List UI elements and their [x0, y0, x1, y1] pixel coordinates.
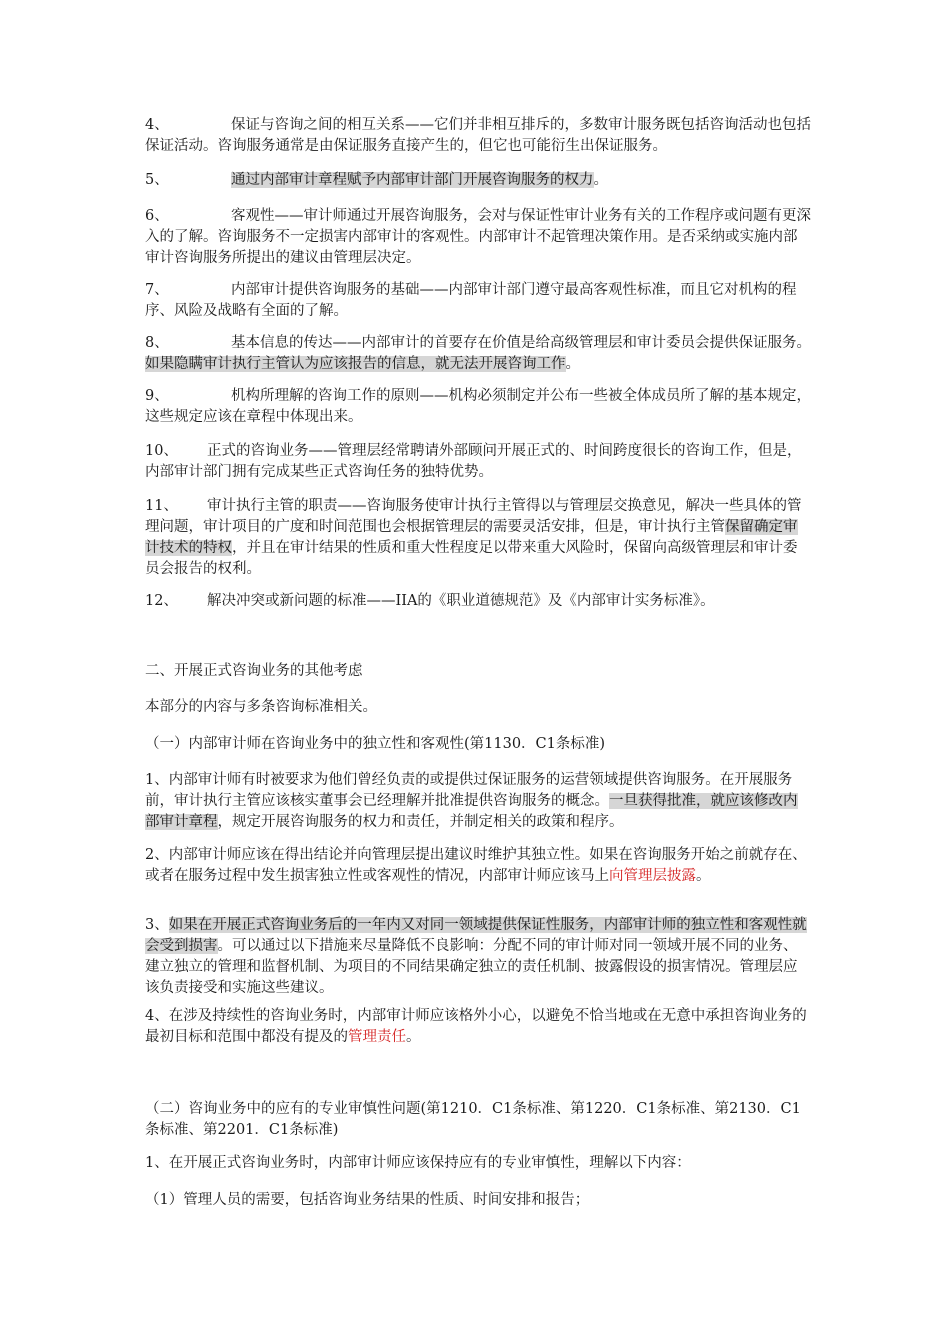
highlighted-text: 通过内部审计章程赋予内部审计部门开展咨询服务的权力 — [231, 172, 594, 188]
item-text: 解决冲突或新问题的标准——IIA的《职业道德规范》及《内部审计实务标准》。 — [207, 593, 715, 609]
paragraph-5: 1、在开展正式咨询业务时，内部审计师应该保持应有的专业审慎性，理解以下内容： — [145, 1155, 691, 1171]
red-emphasis-text: 向管理层披露 — [609, 868, 696, 884]
highlighted-text: 如果在开展正式咨询业务后的一年内又对同一领域提供保证性服务，内部审计师的独立性和客观性就会受到损害 — [145, 917, 807, 954]
item-number: 5、 — [145, 172, 169, 188]
paragraph-4 — [145, 1006, 811, 1048]
paragraph-2 — [145, 845, 811, 887]
highlighted-text: 保留确定审计技术的特权 — [145, 519, 798, 556]
item-text: 保证与咨询之间的相互关系——它们并非相互排斥的，多数审计服务既包括咨询活动也包括保证活动。咨询服务通常是由保证服务直接产生的，但它也可能衍生出保证服务。 — [145, 117, 811, 154]
paragraph-number: 3、 — [145, 917, 169, 933]
item-number: 4、 — [145, 117, 169, 133]
item-number: 8、 — [145, 335, 169, 351]
subsection-heading-2: （二）咨询业务中的应有的专业审慎性问题(第1210．C1条标准、第1220．C1条标准、第2130．C1条标准、第2201．C1条标准) — [145, 1101, 801, 1138]
list-item-5 — [145, 170, 811, 191]
paragraph-6: （1）管理人员的需要，包括咨询业务结果的性质、时间安排和报告； — [145, 1192, 590, 1208]
item-number: 6、 — [145, 208, 169, 224]
item-number: 10、 — [145, 443, 178, 459]
item-number: 12、 — [145, 593, 178, 609]
highlighted-text: 如果隐瞒审计执行主管认为应该报告的信息，就无法开展咨询工作 — [145, 356, 566, 372]
item-text-tail: 。 — [593, 172, 608, 188]
item-number: 7、 — [145, 282, 169, 298]
item-text: 审计执行主管的职责——咨询服务使审计执行主管得以与管理层交换意见，解决一些具体的管理问题，审计项目的广度和时间范围也会根据管理层的需要灵活安排，但是，审计执行主管 — [145, 498, 802, 535]
paragraph-3 — [145, 915, 811, 999]
paragraph-text-tail: 。 — [406, 1029, 421, 1045]
paragraph-text-tail: ，规定开展咨询服务的权力和责任，并制定相关的政策和程序。 — [217, 814, 624, 830]
paragraph-text-tail: 。 — [696, 868, 711, 884]
paragraph-text: 2、内部审计师应该在得出结论并向管理层提出建议时维护其独立性。如果在咨询服务开始之前就存在、或者在服务过程中发生损害独立性或客观性的情况，内部审计师应该马上 — [145, 847, 807, 884]
list-item-8 — [145, 333, 811, 375]
section-heading: 二、开展正式咨询业务的其他考虑 — [145, 663, 363, 679]
list-item-4 — [145, 115, 811, 157]
item-text: 内部审计提供咨询服务的基础——内部审计部门遵守最高客观性标准，而且它对机构的程序、风险及战略有全面的了解。 — [145, 282, 797, 319]
item-text: 客观性——审计师通过开展咨询服务，会对与保证性审计业务有关的工作程序或问题有更深入的了解。咨询服务不一定损害内部审计的客观性。内部审计不起管理决策作用。是否采纳或实施内部审计咨询服务所提出的建议由管理层决定。 — [145, 208, 811, 266]
paragraph-text: 1、内部审计师有时被要求为他们曾经负责的或提供过保证服务的运营领域提供咨询服务。在开展服务前，审计执行主管应该核实董事会已经理解并批准提供咨询服务的概念。 — [145, 772, 793, 809]
section-intro: 本部分的内容与多条咨询标准相关。 — [145, 699, 377, 715]
list-item-7 — [145, 280, 811, 322]
item-text: 正式的咨询业务——管理层经常聘请外部顾问开展正式的、时间跨度很长的咨询工作，但是，内部审计部门拥有完成某些正式咨询任务的独特优势。 — [145, 443, 802, 480]
item-text-tail: ，并且在审计结果的性质和重大性程度足以带来重大风险时，保留向高级管理层和审计委员会报告的权利。 — [145, 540, 798, 577]
item-number: 11、 — [145, 498, 178, 514]
paragraph-1 — [145, 770, 811, 833]
list-item-12 — [145, 591, 811, 612]
list-item-11 — [145, 496, 811, 580]
paragraph-text-tail: 。可以通过以下措施来尽量降低不良影响：分配不同的审计师对同一领域开展不同的业务、建立独立的管理和监督机制、为项目的不同结果确定独立的责任机制、披露假设的损害情况。管理层应该负责接受和实施这些建议。 — [145, 938, 798, 996]
list-item-9 — [145, 386, 811, 428]
list-item-10 — [145, 441, 811, 483]
item-number: 9、 — [145, 388, 169, 404]
item-text-tail: 。 — [565, 356, 580, 372]
item-text: 基本信息的传达——内部审计的首要存在价值是给高级管理层和审计委员会提供保证服务。 — [231, 335, 811, 351]
highlighted-text: 一旦获得批准，就应该修改内部审计章程 — [145, 793, 798, 830]
red-emphasis-text: 管理责任 — [348, 1029, 406, 1045]
item-text: 机构所理解的咨询工作的原则——机构必须制定并公布一些被全体成员所了解的基本规定，这些规定应该在章程中体现出来。 — [145, 388, 811, 425]
subsection-heading-1: （一）内部审计师在咨询业务中的独立性和客观性(第1130．C1条标准) — [145, 736, 606, 752]
paragraph-text: 4、在涉及持续性的咨询业务时，内部审计师应该格外小心，以避免不恰当地或在无意中承担咨询业务的最初目标和范围中都没有提及的 — [145, 1008, 807, 1045]
list-item-6 — [145, 206, 811, 269]
